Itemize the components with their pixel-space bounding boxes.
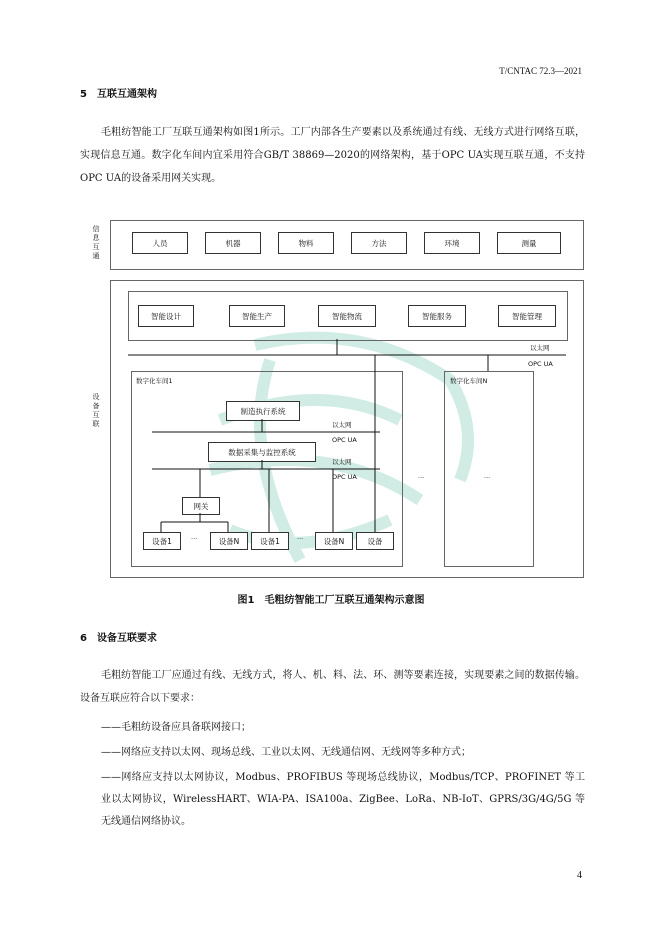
- list-item: ——网络应支持以太网、现场总线、工业以太网、无线通信网、无线网等多种方式；: [101, 747, 471, 758]
- smart-box: 智能管理: [498, 305, 556, 327]
- device-box: 设备N: [210, 532, 248, 550]
- device-label: 设备互联: [92, 393, 100, 428]
- device-box: 设备: [356, 532, 394, 550]
- standard-number: T/CNTAC 72.3—2021: [499, 66, 582, 76]
- ethernet-label: 以太网: [530, 344, 550, 352]
- list-item: ——网络应支持以太网协议，Modbus、PROFIBUS 等现场总线协议，Modbus/TCP、PROFINET 等工业以太网协议，WirelessHART、WIA-PA、ISA100a、ZigBee、LoRa、NB-IoT、GPRS/3G/4G/5G 等无线通信网络协议。: [101, 772, 585, 827]
- device-box: 设备N: [315, 532, 353, 550]
- figure-caption: 图1 毛粗纺智能工厂互联互通架构示意图: [237, 595, 425, 606]
- element-box: 环境: [424, 232, 480, 254]
- workshop-1-label: 数字化车间1: [136, 377, 173, 385]
- ellipsis: ···: [191, 535, 198, 543]
- mes-box: 制造执行系统: [226, 401, 300, 421]
- element-box: 人员: [132, 232, 188, 254]
- smart-box: 智能设计: [138, 305, 194, 327]
- list-item: ——毛粗纺设备应具备联网接口；: [101, 722, 251, 733]
- ellipsis: ...: [484, 472, 491, 480]
- device-box: 设备1: [143, 532, 181, 550]
- section-5-paragraph: 毛粗纺智能工厂互联互通架构如图1所示。工厂内部各生产要素以及系统通过有线、无线方式进行网络互联，实现信息互通。数字化车间内宜采用符合GB/T 38869—2020的网络架构，基于OPC UA实现互联互通，不支持OPC UA的设备采用网关实现。: [80, 127, 585, 184]
- scada-box: 数据采集与监控系统: [208, 442, 316, 462]
- smart-box: 智能物流: [318, 305, 376, 327]
- element-box: 机器: [205, 232, 261, 254]
- page-number: 4: [577, 870, 582, 881]
- opcua-label: OPC UA: [332, 473, 357, 481]
- ethernet-label: 以太网: [332, 458, 352, 466]
- smart-box: 智能服务: [408, 305, 466, 327]
- section-6-paragraph: 毛粗纺智能工厂应通过有线、无线方式，将人、机、料、法、环、测等要素连接，实现要素之间的数据传输。设备互联应符合以下要求：: [80, 670, 585, 704]
- section-6-title: 6 设备互联要求: [80, 633, 157, 644]
- opcua-label: OPC UA: [528, 360, 553, 368]
- section-5-title: 5 互联互通架构: [80, 89, 157, 100]
- info-label: 信息互通: [92, 225, 100, 260]
- workshop-n-label: 数字化车间N: [450, 377, 488, 385]
- smart-box: 智能生产: [229, 305, 285, 327]
- element-box: 物料: [278, 232, 334, 254]
- gateway-box: 网关: [182, 497, 220, 515]
- device-box: 设备1: [251, 532, 289, 550]
- ethernet-label: 以太网: [332, 421, 352, 429]
- element-box: 测量: [497, 232, 561, 254]
- opcua-label: OPC UA: [332, 436, 357, 444]
- ellipsis: ···: [297, 535, 304, 543]
- element-box: 方法: [351, 232, 407, 254]
- ellipsis: ...: [418, 472, 425, 480]
